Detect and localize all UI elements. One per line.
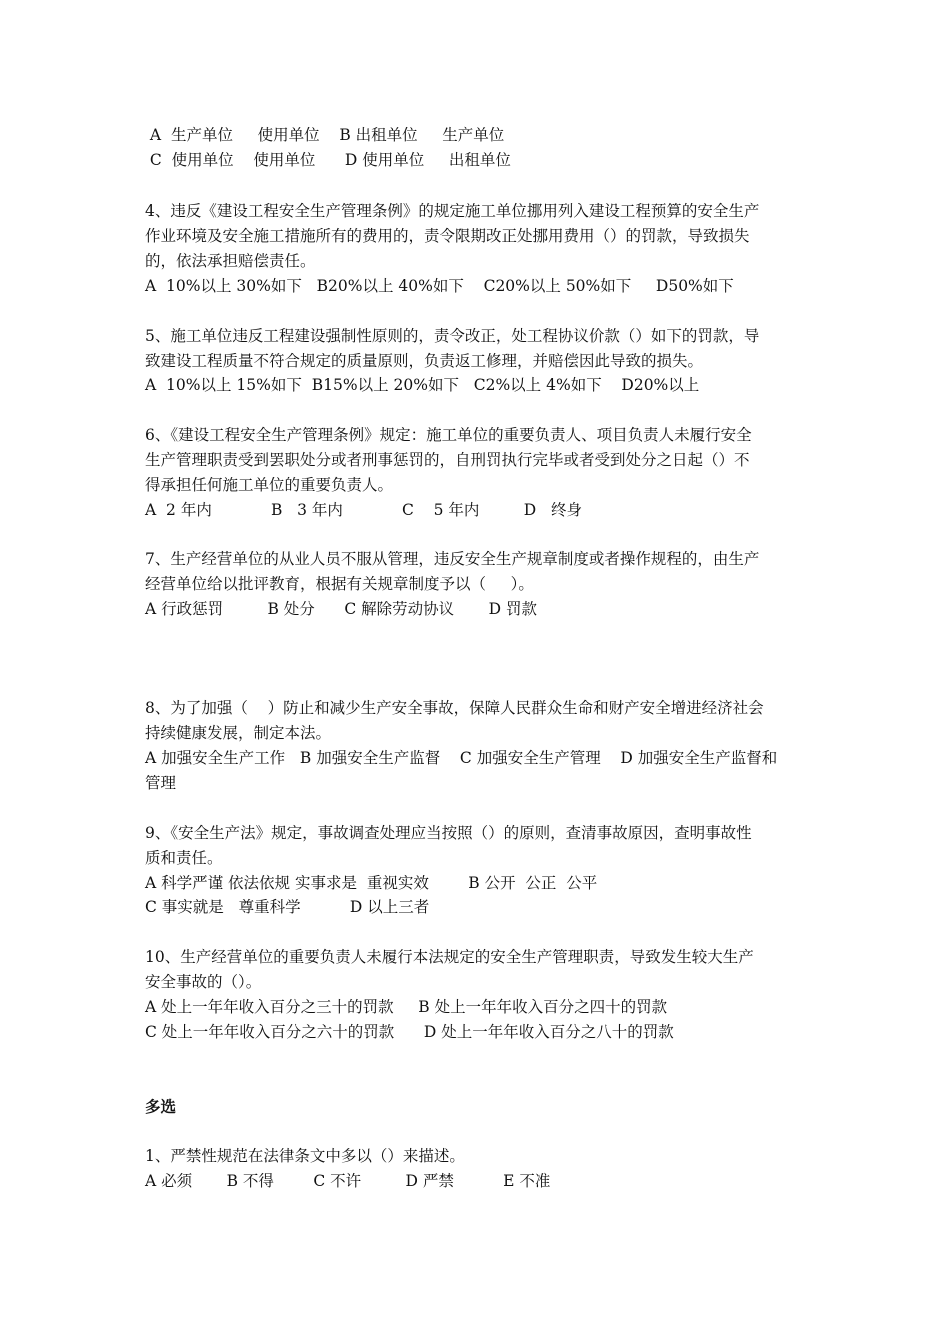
q4-stem-line-1: 4、违反《建设工程安全生产管理条例》的规定施工单位挪用列入建设工程预算的安全生产 bbox=[145, 202, 760, 220]
q7-stem-line-2: 经营单位给以批评教育，根据有关规章制度予以（ ）。 bbox=[145, 575, 534, 593]
q9-options-line-1: A 科学严谨 依法依规 实事求是 重视实效 B 公开 公正 公平 bbox=[145, 874, 598, 892]
q4-stem-line-2: 作业环境及安全施工措施所有的费用的，责令限期改正处挪用费用（）的罚款，导致损失 bbox=[145, 227, 750, 245]
q4-stem-line-3: 的，依法承担赔偿责任。 bbox=[145, 252, 316, 270]
q3-options-line-2: C 使用单位 使用单位 D 使用单位 出租单位 bbox=[145, 151, 511, 169]
q8-options-line-2: 管理 bbox=[145, 774, 177, 792]
q3-options-line-1: A 生产单位 使用单位 B 出租单位 生产单位 bbox=[145, 126, 505, 144]
q8-stem-line-2: 持续健康发展，制定本法。 bbox=[145, 724, 332, 742]
q8-stem-line-1: 8、为了加强（ ）防止和减少生产安全事故，保障人民群众生命和财产安全增进经济社会 bbox=[145, 699, 764, 717]
multi-q1-options: A 必须 B 不得 C 不许 D 严禁 E 不准 bbox=[145, 1172, 551, 1190]
q6-options: A 2 年内 B 3 年内 C 5 年内 D 终身 bbox=[145, 501, 582, 519]
q9-stem-line-1: 9、《安全生产法》规定，事故调查处理应当按照（）的原则，查清事故原因，查明事故性 bbox=[145, 824, 752, 842]
q5-stem-line-1: 5、施工单位违反工程建设强制性原则的，责令改正，处工程协议价款（）如下的罚款，导 bbox=[145, 327, 760, 345]
q4-options: A 10%以上 30%如下 B20%以上 40%如下 C20%以上 50%如下 D50%如下 bbox=[145, 277, 734, 295]
q9-options-line-2: C 事实就是 尊重科学 D 以上三者 bbox=[145, 898, 430, 916]
q6-stem-line-3: 得承担任何施工单位的重要负责人。 bbox=[145, 476, 394, 494]
multi-section-heading: 多选 bbox=[145, 1097, 177, 1116]
q10-stem-line-1: 10、生产经营单位的重要负责人未履行本法规定的安全生产管理职责，导致发生较大生产 bbox=[145, 948, 754, 966]
q9-stem-line-2: 质和责任。 bbox=[145, 849, 223, 867]
multi-q1-stem: 1、严禁性规范在法律条文中多以（）来描述。 bbox=[145, 1147, 465, 1165]
q6-stem-line-1: 6、《建设工程安全生产管理条例》规定：施工单位的重要负责人、项目负责人未履行安全 bbox=[145, 426, 752, 444]
q10-options-line-2: C 处上一年年收入百分之六十的罚款 D 处上一年年收入百分之八十的罚款 bbox=[145, 1023, 674, 1041]
q8-options-line-1: A 加强安全生产工作 B 加强安全生产监督 C 加强安全生产管理 D 加强安全生产监督和 bbox=[145, 749, 778, 767]
q5-stem-line-2: 致建设工程质量不符合规定的质量原则，负责返工修理，并赔偿因此导致的损失。 bbox=[145, 352, 704, 370]
q10-options-line-1: A 处上一年年收入百分之三十的罚款 B 处上一年年收入百分之四十的罚款 bbox=[145, 998, 668, 1016]
q10-stem-line-2: 安全事故的（）。 bbox=[145, 973, 262, 991]
q7-stem-line-1: 7、生产经营单位的从业人员不服从管理，违反安全生产规章制度或者操作规程的，由生产 bbox=[145, 550, 760, 568]
q5-options: A 10%以上 15%如下 B15%以上 20%如下 C2%以上 4%如下 D20%以上 bbox=[145, 376, 700, 394]
q6-stem-line-2: 生产管理职责受到罢职处分或者刑事惩罚的，自刑罚执行完毕或者受到处分之日起（）不 bbox=[145, 451, 750, 469]
q7-options: A 行政惩罚 B 处分 C 解除劳动协议 D 罚款 bbox=[145, 600, 537, 618]
